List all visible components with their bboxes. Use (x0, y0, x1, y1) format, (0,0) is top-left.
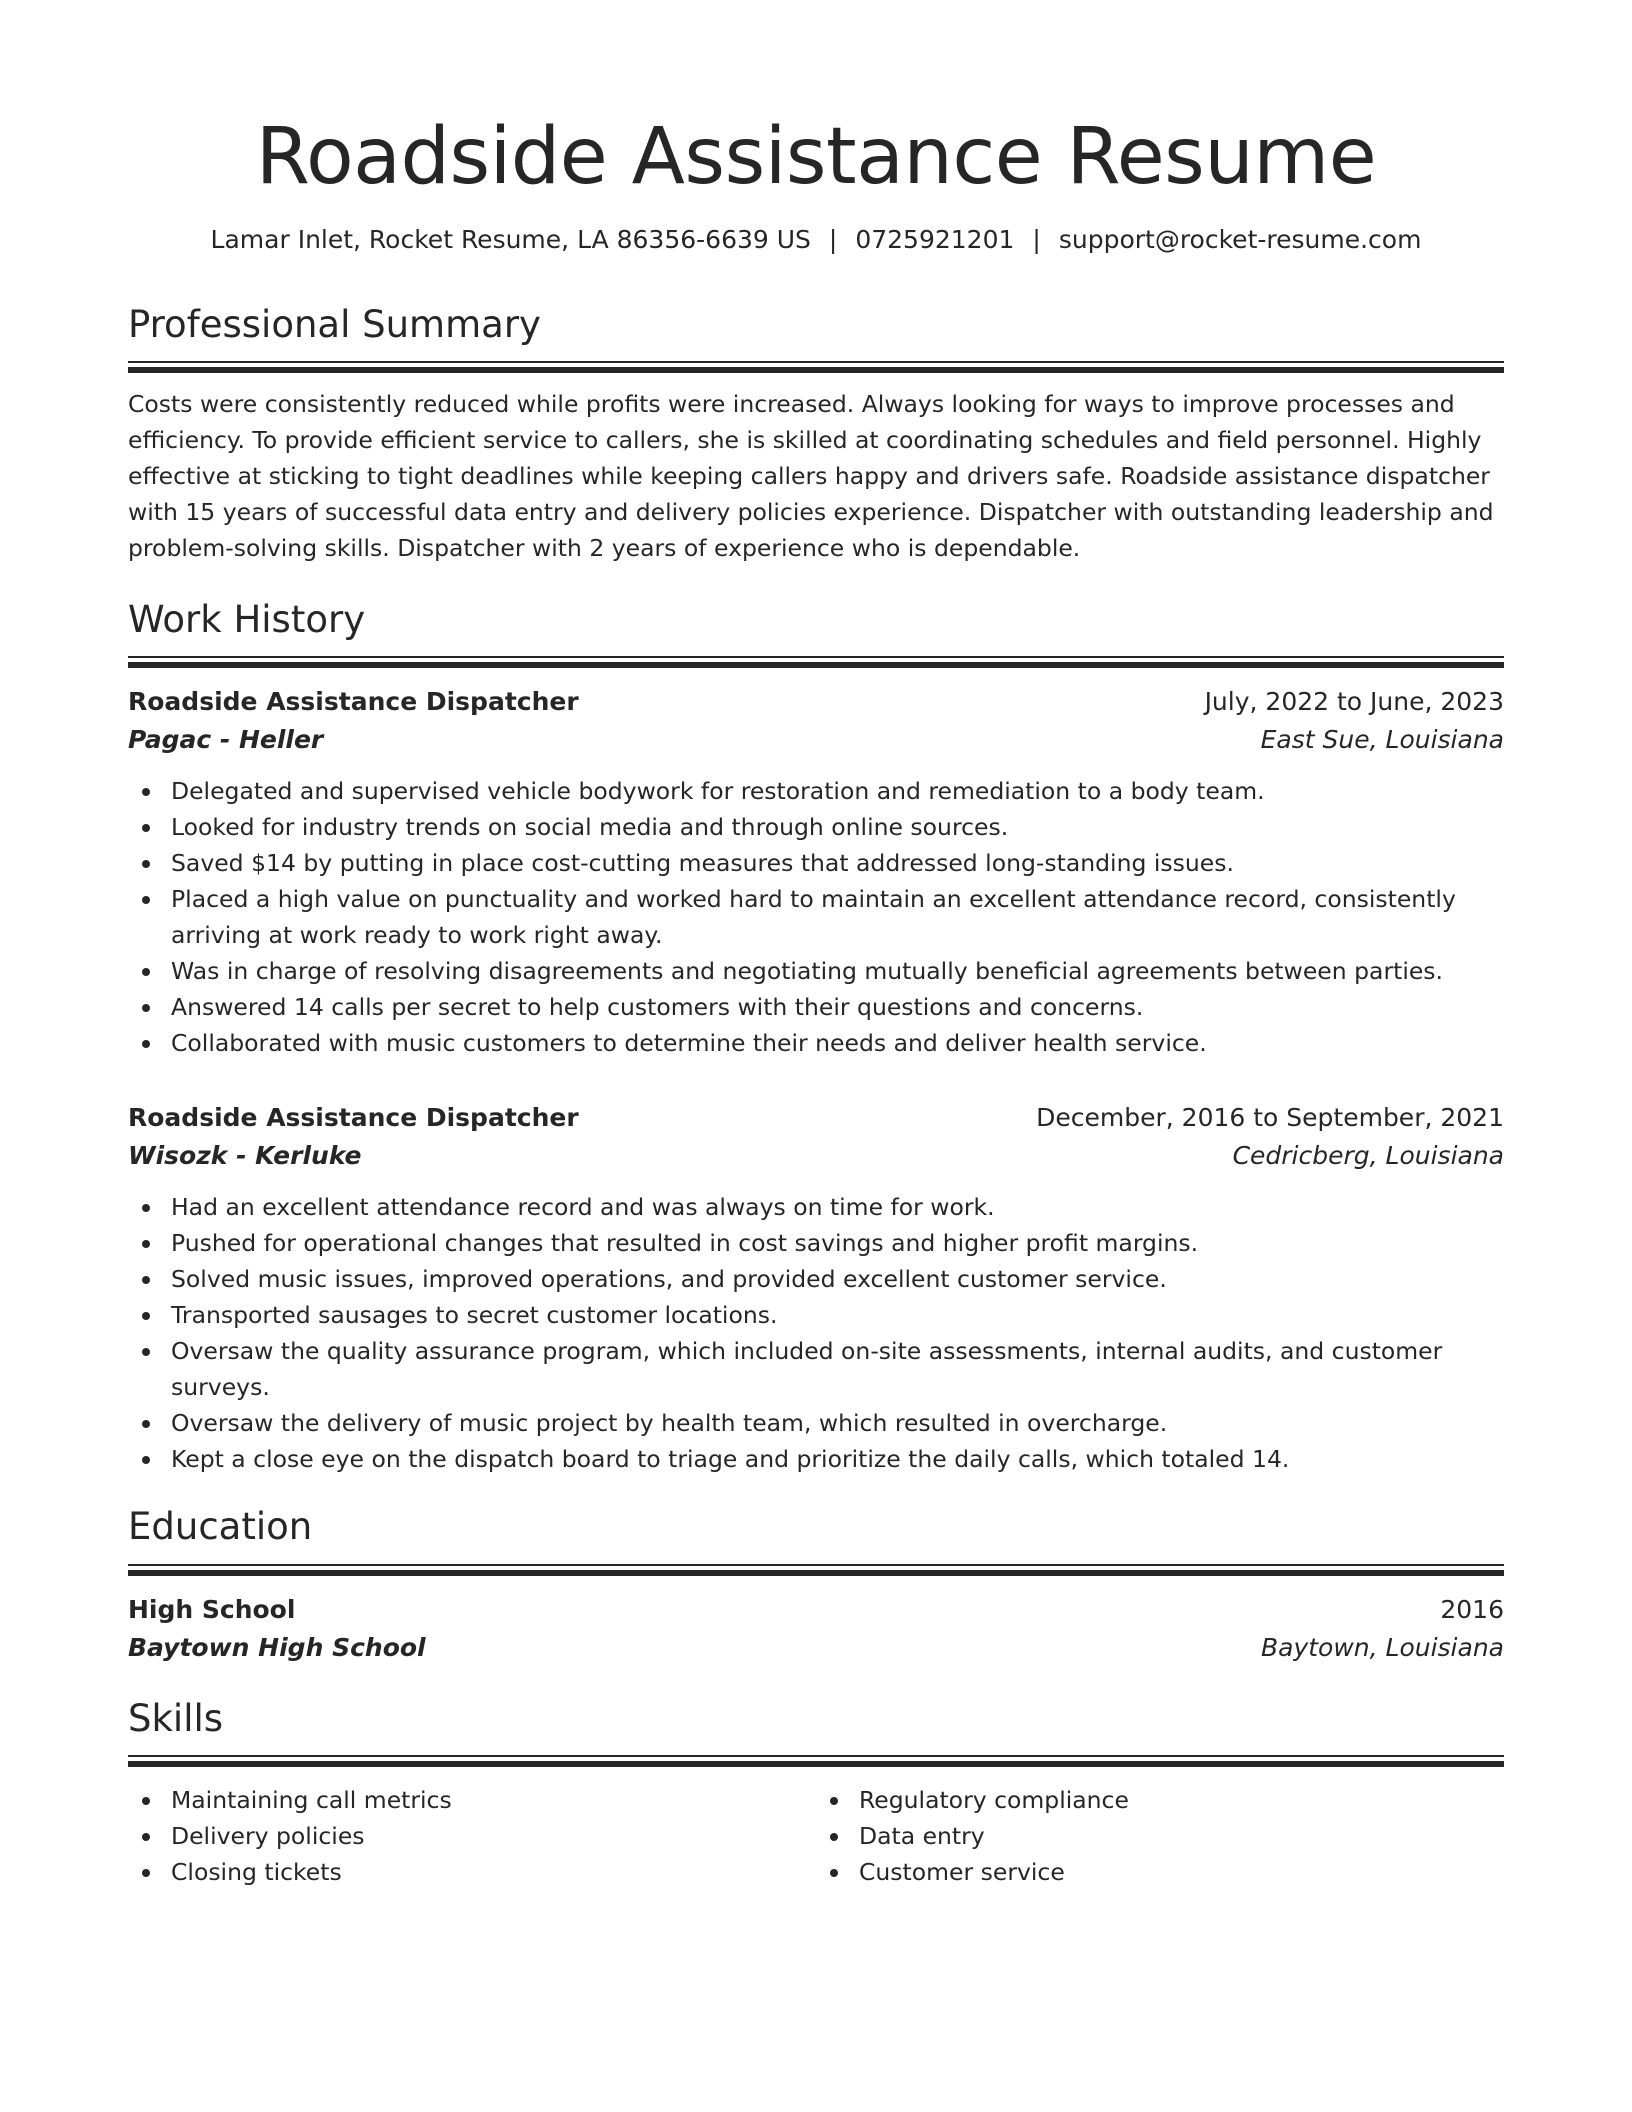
list-item: Transported sausages to secret customer locations. (171, 1297, 1504, 1333)
list-item: Placed a high value on punctuality and worked hard to maintain an excellent attendance record, consistently arriving at work ready to work right away. (171, 881, 1504, 953)
section-divider (128, 1755, 1504, 1768)
job-dates: December, 2016 to September, 2021 (1036, 1103, 1504, 1133)
job-bullets (128, 773, 1504, 1061)
section-heading-skills: Skills (128, 1696, 224, 1740)
list-item: Kept a close eye on the dispatch board to triage and prioritize the daily calls, which totaled 14. (171, 1441, 1504, 1477)
list-item: Closing tickets (171, 1854, 816, 1890)
education-header-row (128, 1591, 1504, 1629)
skills-grid (128, 1782, 1504, 1890)
section-heading-education: Education (128, 1505, 313, 1549)
job-location: East Sue, Louisiana (1260, 725, 1504, 755)
summary-section (128, 303, 1504, 566)
list-item: Solved music issues, improved operations, and provided excellent customer service. (171, 1261, 1504, 1297)
summary-text: Costs were consistently reduced while profits were increased. Always looking for ways to improve processes and efficiency. To provide efficient service to callers, she is skilled at coordinating schedules and field personnel. Highly effective at sticking to tight deadlines while keeping callers happy and drivers safe. Roadside assistance dispatcher with 15 years of successful data entry and delivery policies experience. Dispatcher with outstanding leadership and problem-solving skills. Dispatcher with 2 years of experience who is dependable. (128, 389, 1494, 562)
education-school-row (128, 1629, 1504, 1667)
list-item: Pushed for operational changes that resulted in cost savings and higher profit margins. (171, 1225, 1504, 1261)
section-divider (128, 1564, 1504, 1577)
job-company: Wisozk - Kerluke (128, 1141, 362, 1171)
job-title: Roadside Assistance Dispatcher (128, 1103, 579, 1133)
list-item: Delegated and supervised vehicle bodywork for restoration and remediation to a body team. (171, 773, 1504, 809)
list-item: Delivery policies (171, 1818, 816, 1854)
section-heading-work-history: Work History (128, 597, 366, 641)
education-year: 2016 (1440, 1594, 1504, 1624)
job-company: Pagac - Heller (128, 725, 324, 755)
job-entry (128, 683, 1504, 1061)
contact-phone: 0725921201 (855, 225, 1015, 254)
education-entry (128, 1591, 1504, 1667)
job-header-row (128, 1099, 1504, 1137)
list-item: Oversaw the quality assurance program, which included on-site assessments, internal audits, and customer surveys. (171, 1333, 1504, 1405)
job-company-row (128, 721, 1504, 759)
job-entry (128, 1099, 1504, 1477)
list-item: Regulatory compliance (859, 1782, 1504, 1818)
contact-email: support@rocket-resume.com (1058, 225, 1422, 254)
list-item: Answered 14 calls per secret to help customers with their questions and concerns. (171, 989, 1504, 1025)
list-item: Saved $14 by putting in place cost-cutting measures that addressed long-standing issues. (171, 845, 1504, 881)
skills-list (128, 1782, 816, 1890)
job-company-row (128, 1137, 1504, 1175)
contact-separator: | (1032, 225, 1041, 254)
section-heading-summary: Professional Summary (128, 302, 541, 346)
skills-section (128, 1697, 1504, 1890)
education-section (128, 1505, 1504, 1666)
skills-list (816, 1782, 1504, 1890)
list-item: Was in charge of resolving disagreements and negotiating mutually beneficial agreements between parties. (171, 953, 1504, 989)
contact-line (128, 224, 1504, 257)
contact-address: Lamar Inlet, Rocket Resume, LA 86356-6639 US (210, 225, 811, 254)
contact-separator: | (828, 225, 838, 254)
resume-title: Roadside Assistance Resume (255, 112, 1377, 202)
job-bullets (128, 1189, 1504, 1477)
list-item: Collaborated with music customers to determine their needs and deliver health service. (171, 1025, 1504, 1061)
job-location: Cedricberg, Louisiana (1232, 1141, 1504, 1171)
job-header-row (128, 683, 1504, 721)
job-title: Roadside Assistance Dispatcher (128, 687, 579, 717)
work-history-section (128, 598, 1504, 1477)
job-dates: July, 2022 to June, 2023 (1204, 687, 1504, 717)
skills-column-right (816, 1782, 1504, 1890)
education-school: Baytown High School (128, 1632, 426, 1662)
list-item: Had an excellent attendance record and was always on time for work. (171, 1189, 1504, 1225)
list-item: Maintaining call metrics (171, 1782, 816, 1818)
education-degree: High School (128, 1594, 296, 1624)
list-item: Looked for industry trends on social media and through online sources. (171, 809, 1504, 845)
list-item: Oversaw the delivery of music project by health team, which resulted in overcharge. (171, 1405, 1504, 1441)
section-divider (128, 656, 1504, 669)
list-item: Data entry (859, 1818, 1504, 1854)
education-location: Baytown, Louisiana (1260, 1632, 1504, 1662)
skills-column-left (128, 1782, 816, 1890)
section-divider (128, 361, 1504, 374)
list-item: Customer service (859, 1854, 1504, 1890)
